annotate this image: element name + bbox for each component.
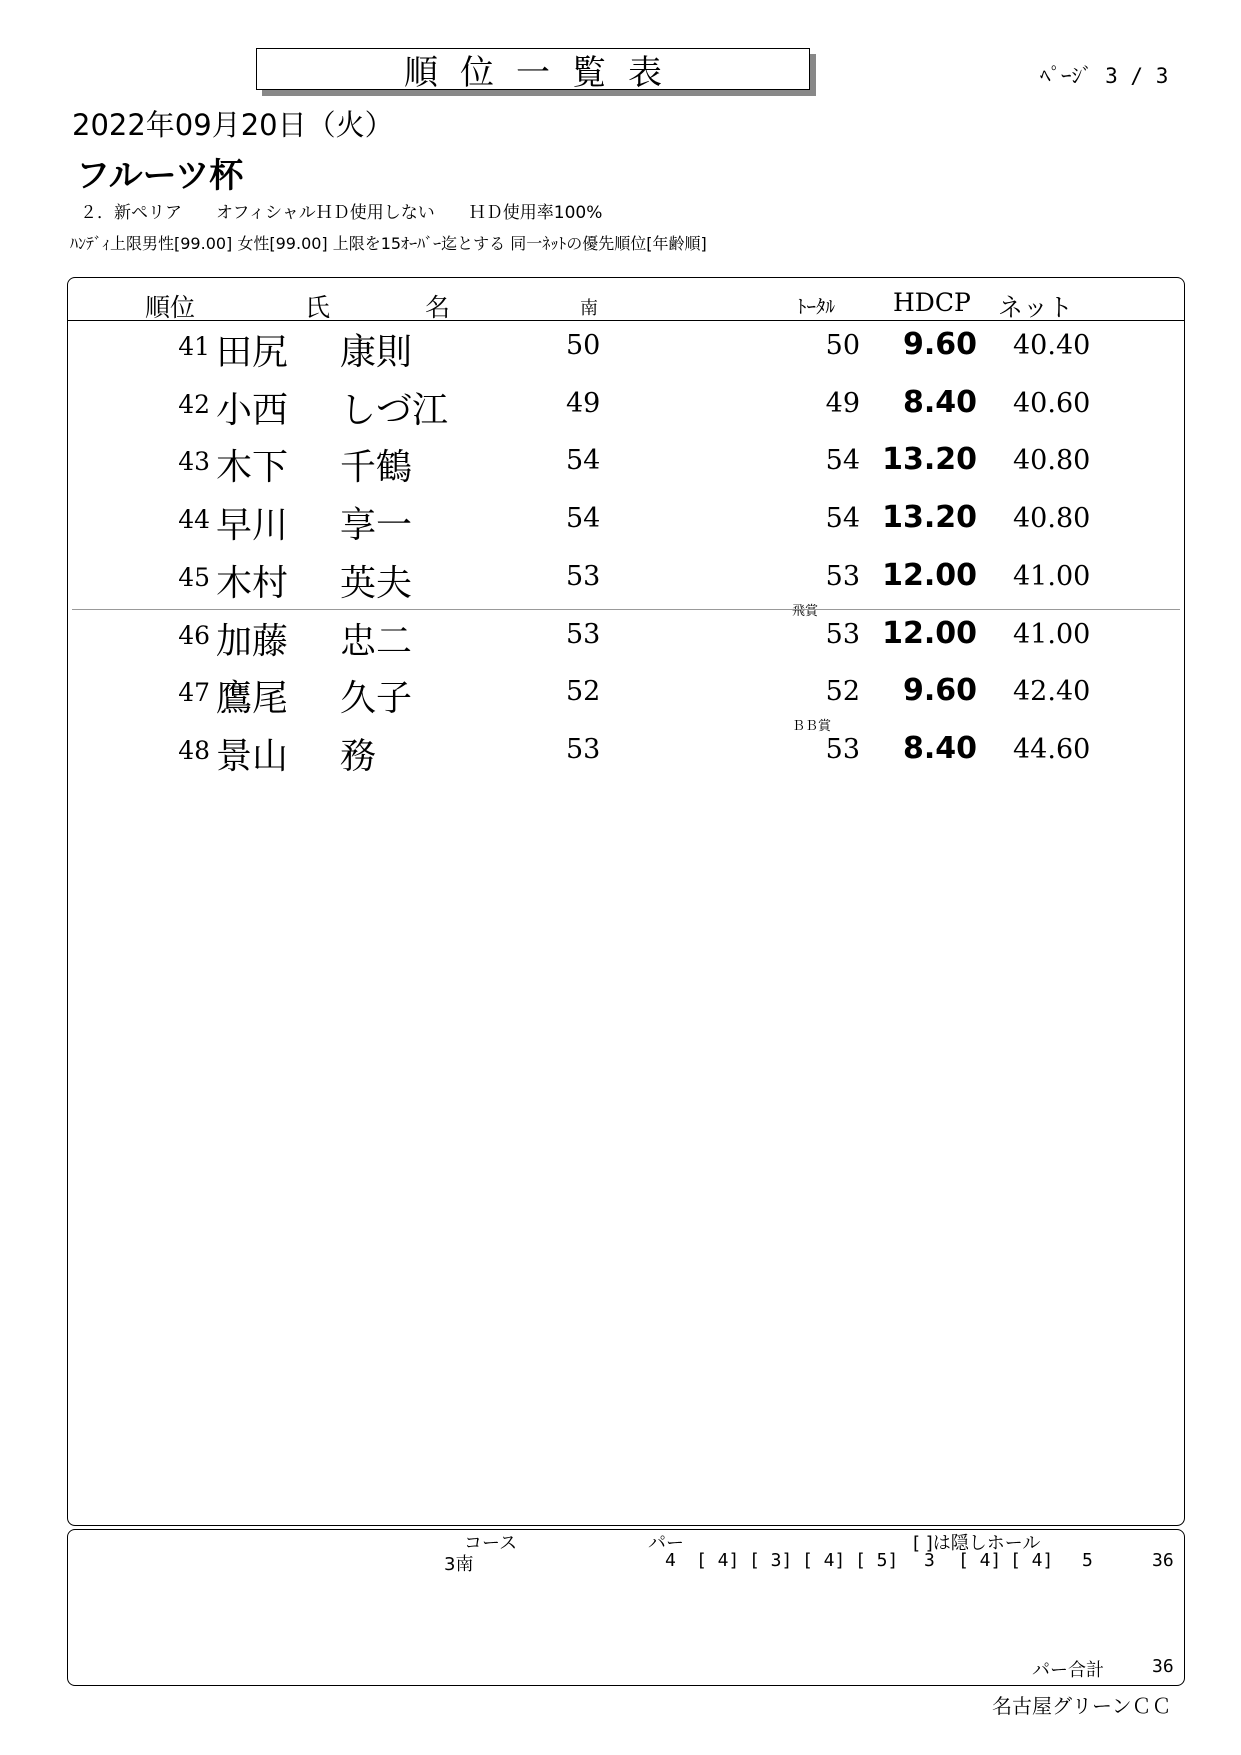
document-title-box xyxy=(256,48,810,93)
row-total: 54 xyxy=(825,503,860,534)
col-header-total: ﾄｰﾀﾙ xyxy=(797,296,836,318)
row-score: 53 xyxy=(566,619,601,650)
row-family-name: 小西 xyxy=(216,390,289,431)
row-hdcp: 12.00 xyxy=(882,558,977,593)
row-rank: 44 xyxy=(178,505,210,534)
row-hdcp: 13.20 xyxy=(882,442,977,477)
course-label: コース xyxy=(464,1533,518,1554)
row-score: 49 xyxy=(566,388,601,419)
event-name: フルーツ杯 xyxy=(76,156,244,196)
row-given-name: 享一 xyxy=(340,505,413,546)
row-net: 40.60 xyxy=(1013,388,1091,419)
row-rank: 43 xyxy=(178,447,210,476)
row-total: 50 xyxy=(825,330,860,361)
row-rank: 48 xyxy=(178,736,210,765)
row-score: 54 xyxy=(566,445,601,476)
hole-par: [ 4] xyxy=(958,1550,1002,1571)
row-total: 54 xyxy=(825,445,860,476)
par-total-value: 36 xyxy=(1152,1656,1174,1677)
hidden-hole-note: [ ]は隠しホール xyxy=(913,1533,1041,1554)
row-score: 53 xyxy=(566,734,601,765)
hole-par: [ 3] xyxy=(749,1550,793,1571)
row-hdcp: 8.40 xyxy=(902,731,977,766)
row-total: 53 xyxy=(825,619,860,650)
row-net: 40.40 xyxy=(1013,330,1091,361)
row-net: 42.40 xyxy=(1013,676,1091,707)
row-rank: 41 xyxy=(178,332,210,361)
row-total: 49 xyxy=(825,388,860,419)
row-net: 41.00 xyxy=(1013,619,1091,650)
par-total-label: パー合計 xyxy=(1032,1660,1104,1681)
row-given-name: 千鶴 xyxy=(340,447,413,488)
row-score: 53 xyxy=(566,561,601,592)
row-family-name: 景山 xyxy=(216,736,289,777)
col-header-name-2: 名 xyxy=(425,293,451,322)
row-family-name: 早川 xyxy=(216,505,289,546)
row-net: 40.80 xyxy=(1013,445,1091,476)
prize-divider xyxy=(72,609,1180,610)
col-header-rank: 順位 xyxy=(145,293,196,322)
row-family-name: 田尻 xyxy=(216,332,289,373)
col-header-hdcp: HDCP xyxy=(893,288,971,317)
row-total: 53 xyxy=(825,734,860,765)
col-header-net: ネット xyxy=(998,293,1074,322)
hole-par: 4 xyxy=(665,1550,676,1571)
row-family-name: 鷹尾 xyxy=(216,678,289,719)
hole-par: 3 xyxy=(924,1550,935,1571)
row-total: 52 xyxy=(825,676,860,707)
row-net: 40.80 xyxy=(1013,503,1091,534)
row-rank: 46 xyxy=(178,621,210,650)
row-hdcp: 9.60 xyxy=(902,673,977,708)
scoring-conditions: ２．新ペリア オフィシャルＨＤ使用しない ＨＤ使用率100% xyxy=(80,203,603,223)
row-given-name: 久子 xyxy=(340,678,413,719)
row-given-name: 務 xyxy=(340,736,377,777)
row-family-name: 加藤 xyxy=(216,621,289,662)
row-given-name: 英夫 xyxy=(340,563,413,604)
row-family-name: 木村 xyxy=(216,563,289,604)
hole-par: 5 xyxy=(1082,1550,1093,1571)
row-score: 50 xyxy=(566,330,601,361)
par-label: パー xyxy=(648,1533,684,1554)
document-title: 順位一覧表 xyxy=(404,52,684,93)
row-given-name: しづ江 xyxy=(340,390,449,431)
page-indicator: ﾍﾟｰｼﾞ 3 / 3 xyxy=(1040,64,1169,88)
club-name: 名古屋グリーンＣＣ xyxy=(992,1694,1172,1718)
course-name: 3南 xyxy=(444,1554,474,1575)
row-hdcp: 9.60 xyxy=(902,327,977,362)
row-score: 54 xyxy=(566,503,601,534)
row-award: ＢＢ賞 xyxy=(792,719,832,734)
row-hdcp: 13.20 xyxy=(882,500,977,535)
col-header-name-1: 氏 xyxy=(305,293,331,322)
handicap-conditions: ﾊﾝﾃﾞｨ上限男性[99.00] 女性[99.00] 上限を15ｵｰﾊﾞｰ迄とする 同一ﾈｯﾄの優先順位[年齢順] xyxy=(70,234,707,253)
row-family-name: 木下 xyxy=(216,447,289,488)
row-given-name: 康則 xyxy=(340,332,413,373)
row-hdcp: 12.00 xyxy=(882,616,977,651)
row-rank: 42 xyxy=(178,390,210,419)
row-given-name: 忠二 xyxy=(340,621,413,662)
row-award: 飛賞 xyxy=(792,604,819,619)
row-hdcp: 8.40 xyxy=(902,385,977,420)
col-header-course: 南 xyxy=(580,298,598,319)
row-total: 53 xyxy=(825,561,860,592)
course-par-total: 36 xyxy=(1152,1550,1174,1571)
hole-par: [ 4] xyxy=(1010,1550,1054,1571)
row-rank: 47 xyxy=(178,678,210,707)
row-net: 41.00 xyxy=(1013,561,1091,592)
row-rank: 45 xyxy=(178,563,210,592)
row-net: 44.60 xyxy=(1013,734,1091,765)
hole-par: [ 5] xyxy=(855,1550,899,1571)
hole-par: [ 4] xyxy=(696,1550,740,1571)
event-date: 2022年09月20日（火） xyxy=(72,108,394,142)
row-score: 52 xyxy=(566,676,601,707)
hole-par: [ 4] xyxy=(802,1550,846,1571)
